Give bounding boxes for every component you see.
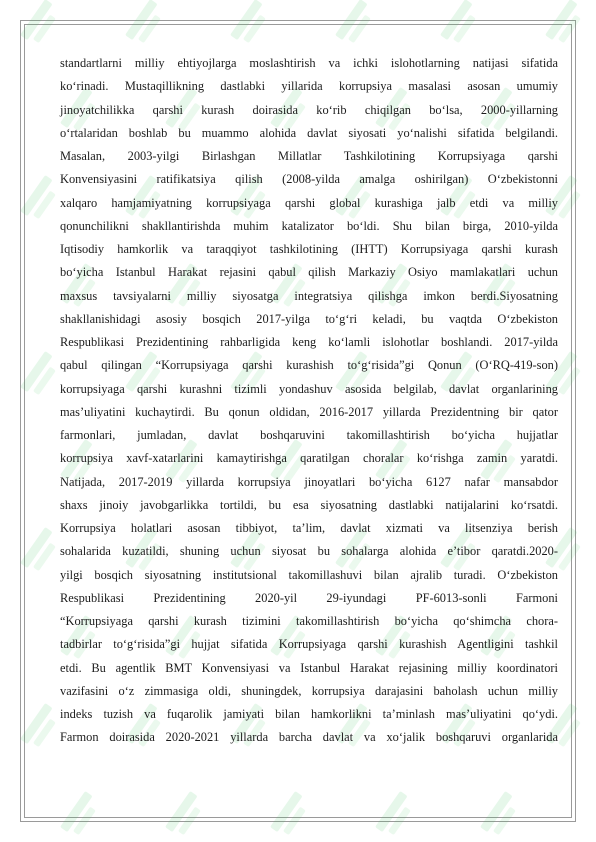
text-line: qabul qilingan “Korrupsiyaga qarshi kurashish to‘g‘risida”gi Qonun (O‘RQ-419-son)	[60, 358, 558, 373]
text-line: shaxs jinoiy javobgarlikka tortildi, bu esa siyosatning dastlabki natijalarini ko‘rsatdi.	[60, 497, 558, 512]
text-line: Natijada, 2017-2019 yillarda korrupsiya jinoyatlari bo‘yicha 6127 nafar mansabdor	[60, 474, 558, 489]
text-line: shakllanishidagi asosiy bosqich 2017-yilga to‘g‘ri keladi, bu vaqtda O‘zbekiston	[60, 311, 558, 326]
text-line: sohalarida kuzatildi, shuning uchun siyosat bu sohalarga alohida e’tibor qaratdi.2020-	[60, 544, 558, 559]
text-line: xalqaro hamjamiyatning korrupsiyaga qarshi global kurashiga jalb etdi va milliy	[60, 195, 558, 210]
text-line: Respublikasi Prezidentining 2020-yil 29-iyundagi PF-6013-sonli Farmoni	[60, 590, 558, 605]
text-line: maxsus tavsiyalarni milliy siyosatga integratsiya qilishga imkon berdi.Siyosatning	[60, 288, 558, 303]
text-line: Respublikasi Prezidentining rahbarligida keng ko‘lamli islohotlar boshlandi. 2017-yilda	[60, 335, 558, 349]
text-line: “Korrupsiyaga qarshi kurash tizimini takomillashtirish bo‘yicha qo‘shimcha chora-	[60, 614, 558, 628]
text-line: korrupsiya xavf-xatarlarini kamaytirishga qaratilgan choralar ko‘rishga zamin yaratdi.	[60, 451, 558, 466]
text-line: ko‘rinadi. Mustaqillikning dastlabki yillarida korrupsiya masalasi asosan umumiy	[60, 79, 558, 94]
text-line: etdi. Bu agentlik BMT Konvensiyasi va Istanbul Harakat rejasining milliy koordinatori	[60, 660, 558, 675]
text-line: vazifasini o‘z zimmasiga oldi, shuningdek, korrupsiya darajasini baholash uchun milliy	[60, 683, 558, 698]
body-text	[60, 52, 558, 750]
text-line: Iqtisodiy hamkorlik va taraqqiyot tashkilotining (IHTT) Korrupsiyaga qarshi kurash	[60, 242, 558, 256]
text-line: Farmon doirasida 2020-2021 yillarda barcha davlat va xo‘jalik boshqaruvi organlarida	[60, 730, 558, 745]
text-line: yilgi bosqich siyosatning institutsional takomillashuvi bilan ajralib turadi. O‘zbekiston	[60, 567, 558, 582]
text-line: indeks tuzish va fuqarolik jamiyati bilan hamkorlikni ta’minlash mas’uliyatini qo‘ydi.	[60, 707, 558, 721]
text-line: qonunchilikni shakllantirishda muhim katalizator bo‘ldi. Shu bilan birga, 2010-yilda	[60, 218, 558, 233]
text-line: bo‘yicha Istanbul Harakat rejasini qabul qilish Markaziy Osiyo mamlakatlari uchun	[60, 265, 558, 280]
text-line: standartlarni milliy ehtiyojlarga moslashtirish va ichki islohotlarning natijasi sifatida	[60, 56, 558, 70]
text-line: Konvensiyasini ratifikatsiya qilish (2008-yilda amalga oshirilgan) O‘zbekistonni	[60, 172, 558, 187]
text-line: Korrupsiya holatlari asosan tibbiyot, ta’lim, davlat xizmati va litsenziya berish	[60, 521, 558, 535]
text-line: jinoyatchilikka qarshi kurash doirasida ko‘rib chiqilgan bo‘lsa, 2000-yillarning	[60, 102, 558, 117]
text-line: tadbirlar to‘g‘risida”gi hujjat sifatida Korrupsiyaga qarshi kurashish Agentligini tashkil	[60, 637, 558, 652]
text-line: Masalan, 2003-yilgi Birlashgan Millatlar Tashkilotining Korrupsiyaga qarshi	[60, 149, 558, 163]
text-line: farmonlari, jumladan, davlat boshqaruvini takomillashtirish bo‘yicha hujjatlar	[60, 428, 558, 442]
text-line: o‘rtalaridan boshlab bu muammo alohida davlat siyosati yo‘nalishi sifatida belgilandi.	[60, 125, 558, 140]
text-line: korrupsiyaga qarshi kurashni tizimli yondashuv asosida belgilab, davlat organlarining	[60, 381, 558, 396]
text-line: mas’uliyatini kuchaytirdi. Bu qonun oldidan, 2016-2017 yillarda Prezidentning bir qator	[60, 404, 558, 419]
